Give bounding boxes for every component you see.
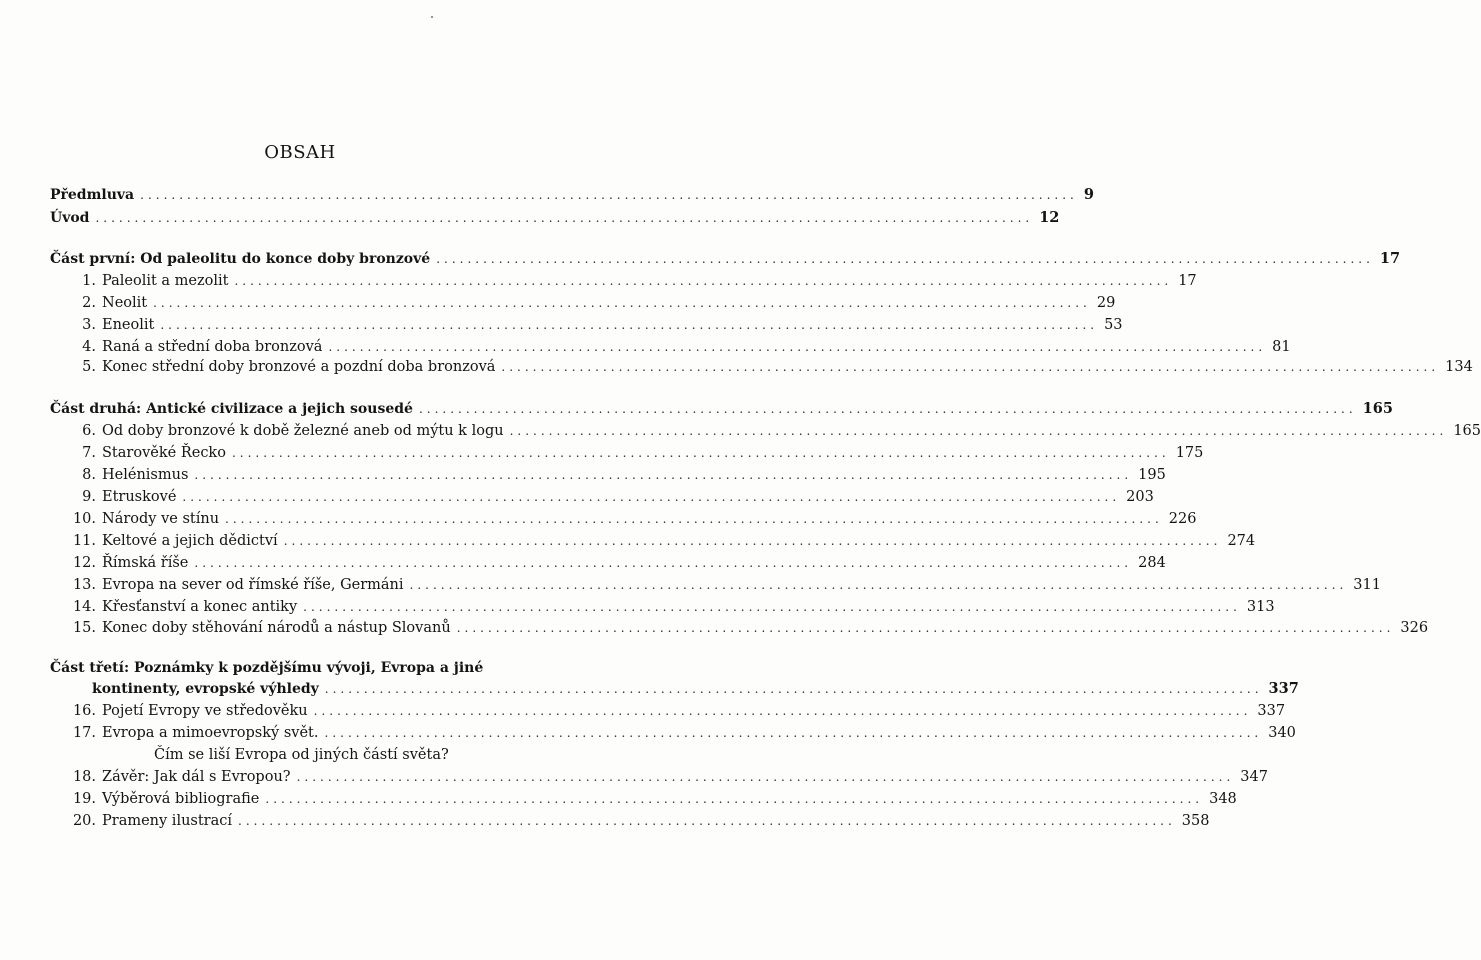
toc-entry-number: 19. — [72, 791, 96, 807]
toc-leader-dots: ........................................................................................................................ — [238, 814, 1176, 828]
paper-speck — [431, 16, 433, 18]
toc-section-title: Část druhá: Antické civilizace a jejich sousedé — [50, 401, 413, 417]
toc-leader-dots: ........................................................................................................................ — [313, 704, 1252, 718]
toc-page-number: 195 — [1138, 467, 1166, 483]
toc-leader-dots: ........................................................................................................................ — [436, 252, 1374, 266]
toc-leader-dots: ........................................................................................................................ — [409, 578, 1348, 592]
toc-entry-number: 1. — [82, 273, 96, 289]
toc-leader-dots: ........................................................................................................................ — [153, 296, 1091, 310]
toc-section-row — [50, 677, 1299, 699]
toc-entry-number: 13. — [72, 577, 96, 593]
toc-section-title: Část první: Od paleolitu do konce doby bronzové — [50, 251, 431, 267]
toc-entry-row — [50, 355, 1473, 377]
toc-entry-row — [50, 291, 1116, 313]
toc-entry-title: Závěr: Jak dál s Evropou? — [102, 769, 291, 785]
toc-leader-dots: ........................................................................................................................ — [456, 621, 1395, 635]
toc-page-number: 175 — [1175, 445, 1204, 461]
toc-entry-number: 18. — [72, 769, 96, 785]
toc-entry-number: 16. — [72, 703, 96, 719]
toc-page-number: 348 — [1209, 791, 1237, 807]
toc-page-number: 9 — [1083, 186, 1094, 203]
toc-entry-number: 15. — [72, 620, 96, 636]
toc-entry-row — [50, 765, 1268, 787]
toc-entry-title: Evropa na sever od římské říše, Germáni — [102, 577, 404, 593]
toc-leader-dots: ........................................................................................................................ — [501, 360, 1440, 374]
toc-entry-title: Prameny ilustrací — [102, 813, 233, 829]
toc-page-number: 274 — [1227, 533, 1256, 549]
toc-section-row — [50, 247, 1401, 269]
toc-entry-number: 5. — [82, 359, 96, 375]
toc-entry-number: 7. — [82, 445, 96, 461]
toc-entry-row — [50, 463, 1166, 485]
toc-entry-title: Národy ve stínu — [102, 511, 220, 527]
toc-section-title: Úvod — [50, 210, 90, 226]
toc-section-row — [50, 397, 1393, 419]
toc-page-number: 226 — [1168, 511, 1197, 527]
toc-page-number: 358 — [1181, 813, 1210, 829]
toc-page-number: 12 — [1039, 209, 1060, 226]
toc-leader-dots: ........................................................................................................................ — [265, 792, 1204, 806]
toc-page-number: 313 — [1246, 599, 1275, 615]
toc-leader-dots: ........................................................................................................................ — [303, 600, 1241, 614]
toc-entry-number: 12. — [72, 555, 96, 571]
toc-entry-row — [50, 551, 1166, 573]
toc-page-number: 337 — [1257, 703, 1286, 719]
toc-entry-number: 3. — [82, 317, 96, 333]
toc-section-title: Předmluva — [50, 187, 135, 203]
toc-leader-dots: ........................................................................................................................ — [328, 340, 1267, 354]
toc-leader-dots: ........................................................................................................................ — [283, 534, 1222, 548]
toc-heading: OBSAH — [264, 142, 336, 163]
toc-section-row — [50, 206, 1060, 228]
toc-entry-title: Eneolit — [102, 317, 155, 333]
toc-page-number: 284 — [1138, 555, 1166, 571]
toc-leader-dots: ........................................................................................................................ — [509, 424, 1448, 438]
toc-entry-title: Výběrová bibliografie — [102, 791, 260, 807]
toc-entry-number: 8. — [82, 467, 96, 483]
toc-page-number: 81 — [1272, 339, 1291, 355]
toc-entry-row — [50, 529, 1256, 551]
toc-entry-row — [50, 721, 1296, 743]
toc-page-number: 337 — [1268, 680, 1299, 697]
toc-entry-title: Starověké Řecko — [102, 445, 226, 461]
toc-page-number: 29 — [1096, 295, 1116, 311]
toc-page-number: 17 — [1379, 250, 1401, 267]
toc-entry-row — [50, 441, 1204, 463]
toc-page-number: 53 — [1104, 317, 1123, 333]
toc-leader-dots: ........................................................................................................................ — [231, 446, 1170, 460]
toc-entry-number: 10. — [72, 511, 96, 527]
toc-entry-title: Pojetí Evropy ve středověku — [102, 703, 308, 719]
toc-leader-dots: ........................................................................................................................ — [140, 188, 1078, 202]
toc-leader-dots: ........................................................................................................................ — [324, 726, 1263, 740]
toc-leader-dots: ........................................................................................................................ — [194, 468, 1133, 482]
toc-page-number: 311 — [1353, 577, 1381, 593]
toc-entry-row — [50, 573, 1381, 595]
toc-entry-row — [50, 419, 1481, 441]
toc-entry-title: Paleolit a mezolit — [102, 273, 229, 289]
toc-entry-row — [50, 269, 1197, 291]
toc-leader-dots: ........................................................................................................................ — [324, 682, 1263, 696]
toc-leader-dots: ........................................................................................................................ — [160, 318, 1099, 332]
toc-page-number: 326 — [1400, 620, 1429, 636]
toc-leader-dots: ........................................................................................................................ — [234, 274, 1173, 288]
toc-entry-title: Křesťanství a konec antiky — [102, 599, 298, 615]
toc-page-number: 340 — [1268, 725, 1296, 741]
toc-entry-title: Evropa a mimoevropský svět. — [102, 725, 319, 741]
toc-entry-row — [50, 595, 1275, 617]
toc-entry-number: 4. — [82, 339, 96, 355]
toc-entry-title: Římská říše — [102, 555, 189, 571]
toc-leader-dots: ........................................................................................................................ — [95, 211, 1034, 225]
toc-leader-dots: ........................................................................................................................ — [225, 512, 1163, 526]
toc-page-number: 347 — [1240, 769, 1268, 785]
toc-entry-title: Raná a střední doba bronzová — [102, 339, 323, 355]
toc-entry-row — [50, 743, 568, 765]
toc-page-number: 203 — [1126, 489, 1154, 505]
toc-entry-title: Od doby bronzové k době železné aneb od mýtu k logu — [102, 423, 504, 439]
toc-page-number: 165 — [1362, 400, 1393, 417]
toc-entry-row — [50, 313, 1123, 335]
toc-section-row — [50, 183, 1094, 205]
toc-page-number: 134 — [1445, 359, 1473, 375]
toc-section-title: kontinenty, evropské výhledy — [92, 681, 319, 697]
toc-entry-title: Neolit — [102, 295, 148, 311]
toc-entry-title: Helénismus — [102, 467, 189, 483]
toc-section-title: Část třetí: Poznámky k pozdějšímu vývoji, Evropa a jiné — [50, 660, 484, 676]
toc-leader-dots: ........................................................................................................................ — [194, 556, 1133, 570]
toc-entry-row — [50, 485, 1154, 507]
toc-entry-title: Čím se liší Evropa od jiných částí světa? — [154, 747, 449, 763]
toc-entry-number: 17. — [72, 725, 96, 741]
toc-entry-number: 20. — [72, 813, 96, 829]
toc-entry-number: 9. — [82, 489, 96, 505]
toc-leader-dots: ........................................................................................................................ — [418, 402, 1357, 416]
toc-entry-row — [50, 787, 1237, 809]
toc-entry-number: 11. — [72, 533, 96, 549]
toc-entry-row — [50, 809, 1210, 831]
toc-entry-row — [50, 335, 1291, 357]
toc-page-number: 17 — [1178, 273, 1197, 289]
toc-page-number: 165 — [1453, 423, 1481, 439]
toc-entry-number: 6. — [82, 423, 96, 439]
toc-entry-title: Keltové a jejich dědictví — [102, 533, 278, 549]
toc-entry-number: 14. — [72, 599, 96, 615]
toc-entry-row — [50, 507, 1197, 529]
toc-section-row — [50, 656, 568, 678]
toc-leader-dots: ........................................................................................................................ — [296, 770, 1235, 784]
toc-entry-row — [50, 616, 1429, 638]
toc-entry-title: Konec střední doby bronzové a pozdní doba bronzová — [102, 359, 496, 375]
toc-entry-title: Etruskové — [102, 489, 177, 505]
toc-leader-dots: ........................................................................................................................ — [182, 490, 1121, 504]
toc-entry-number: 2. — [82, 295, 96, 311]
toc-entry-row — [50, 699, 1286, 721]
toc-entry-title: Konec doby stěhování národů a nástup Slovanů — [102, 620, 451, 636]
